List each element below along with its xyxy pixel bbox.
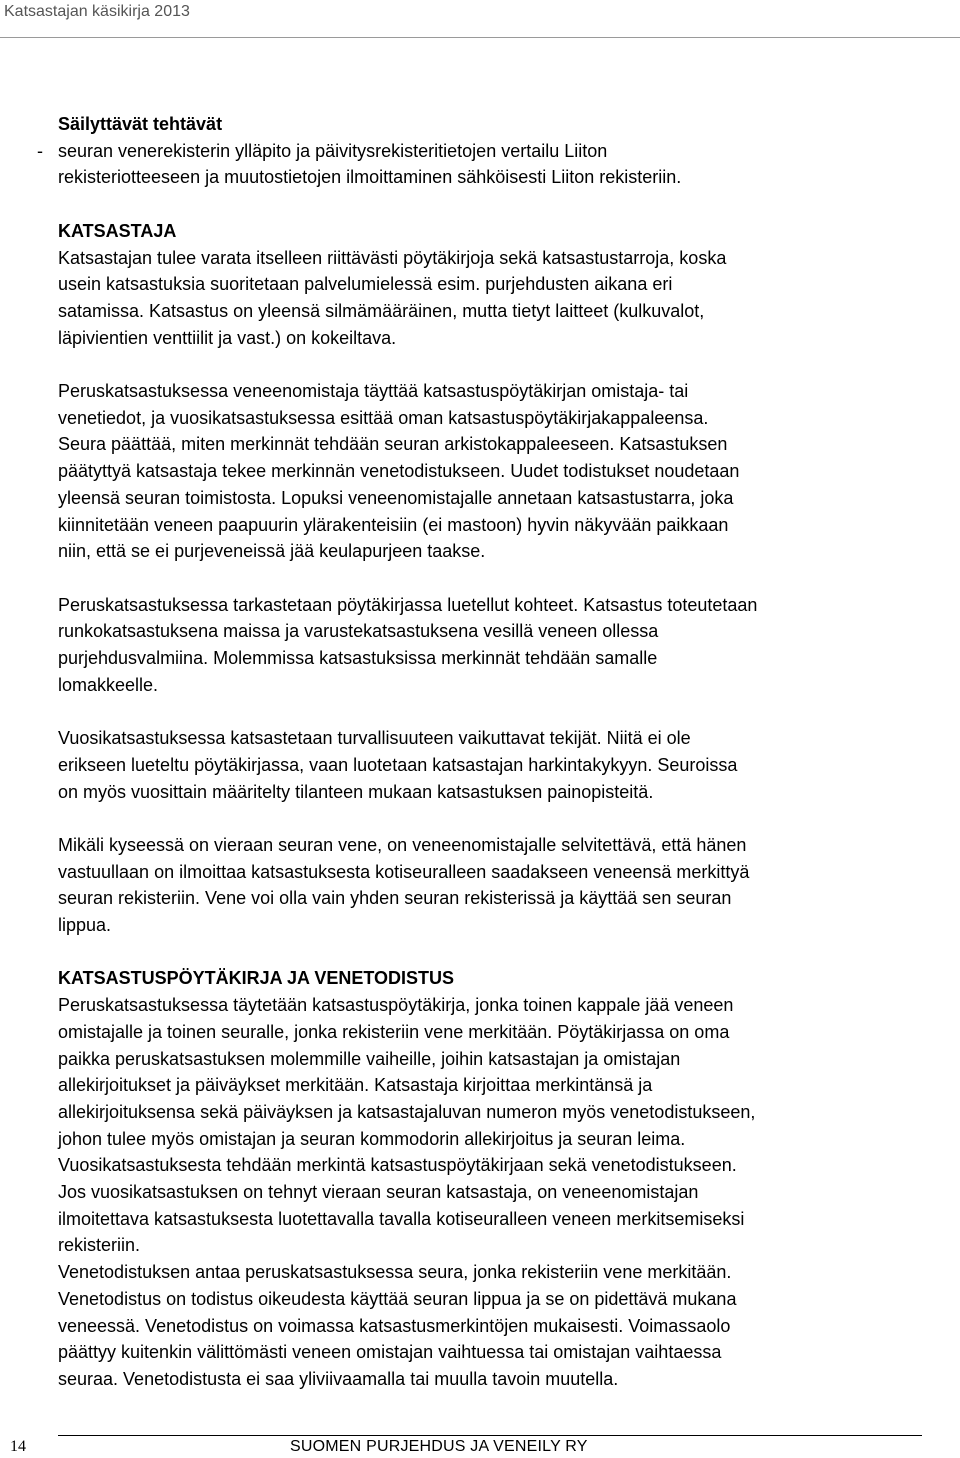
text-line: Jos vuosikatsastuksen on tehnyt vieraan seuran katsastaja, on veneenomistajan [58,1182,699,1203]
paragraph-inspector-2 [58,378,958,565]
page-number: 14 [10,1438,26,1455]
footer-divider [58,1435,922,1436]
paragraph-inspector-1 [58,245,958,352]
text-line: purjehdusvalmiina. Molemmissa katsastuksissa merkinnät tehdään samalle [58,648,658,669]
text-line: vastuullaan on ilmoittaa katsastuksesta kotiseuralleen saadakseen veneensä merkittyä [58,861,750,882]
text-line: veneessä. Venetodistus on voimassa katsastusmerkintöjen mukaisesti. Voimassaolo [58,1315,731,1336]
text-line: yleensä seuran toimistosta. Lopuksi veneenomistajalle annetaan katsastustarra, joka [58,487,734,508]
text-line: allekirjoitukset ja päiväykset merkitään. Katsastaja kirjoittaa merkintänsä ja [58,1075,653,1096]
text-line: allekirjoituksensa sekä päiväyksen ja katsastajaluvan numeron myös venetodistukseen, [58,1101,756,1122]
paragraph-inspector-3 [58,592,958,699]
footer-organization: SUOMEN PURJEHDUS JA VENEILY RY [290,1438,588,1455]
bullet-item [37,138,958,191]
text-line: usein katsastuksia suoritetaan palvelumielessä esim. purjehdusten aikana eri [58,274,673,295]
bullet-line: rekisteriotteeseen ja muutostietojen ilmoittaminen sähköisesti Liiton rekisteriin. [58,167,682,188]
section-heading-protocol: KATSASTUSPÖYTÄKIRJA JA VENETODISTUS [58,968,455,989]
text-line: päätyttyä katsastaja tekee merkinnän venetodistukseen. Uudet todistukset noudetaan [58,461,740,482]
text-line: läpivientien venttiilit ja vast.) on kokeiltava. [58,327,397,348]
text-line: ilmoitettava katsastuksesta luotettavalla tavalla kotiseuralleen veneen merkitsemiseksi [58,1208,745,1229]
page-body [37,111,958,1393]
document-title: Katsastajan käsikirja 2013 [4,3,190,20]
text-line: venetiedot, ja vuosikatsastuksessa esittää oman katsastuspöytäkirjakappaleensa. [58,407,709,428]
text-line: kiinnitetään veneen paapuurin ylärakenteisiin (ei mastoon) hyvin näkyvään paikkaan [58,514,729,535]
bullet-marker: - [37,140,43,161]
text-line: omistajalle ja toinen seuralle, jonka rekisteriin vene merkitään. Pöytäkirjassa on oma [58,1021,730,1042]
text-line: Peruskatsastuksessa tarkastetaan pöytäkirjassa luetellut kohteet. Katsastus toteutetaan [58,594,758,615]
paragraph-inspector-4 [58,725,958,805]
text-line: seuran rekisteriin. Vene voi olla vain yhden seuran rekisterissä ja käyttää sen seuran [58,888,732,909]
text-line: johon tulee myös omistajan ja seuran kommodorin allekirjoitus ja seuran leima. [58,1128,686,1149]
section-heading-inspector: KATSASTAJA [58,220,177,241]
text-line: on myös vuosittain määritelty tilanteen mukaan katsastuksen painopisteitä. [58,781,654,802]
text-line: Katsastajan tulee varata itselleen riittävästi pöytäkirjoja sekä katsastustarroja, koska [58,247,727,268]
text-line: seuraa. Venetodistusta ei saa yliviivaamalla tai muulla tavoin muutella. [58,1368,619,1389]
text-line: Mikäli kyseessä on vieraan seuran vene, on veneenomistajalle selvitettävä, että hänen [58,834,747,855]
text-line: satamissa. Katsastus on yleensä silmämääräinen, mutta tietyt laitteet (kulkuvalot, [58,300,705,321]
text-line: erikseen lueteltu pöytäkirjassa, vaan luotetaan katsastajan harkintakykyyn. Seuroissa [58,754,738,775]
text-line: lomakkeelle. [58,674,159,695]
text-line: runkokatsastuksena maissa ja varustekatsastuksena vesillä veneen ollessa [58,621,659,642]
bullet-line: seuran venerekisterin ylläpito ja päivitysrekisteritietojen vertailu Liiton [58,140,608,161]
text-line: Vuosikatsastuksessa katsastetaan turvallisuuteen vaikuttavat tekijät. Niitä ei ole [58,728,691,749]
text-line: Vuosikatsastuksesta tehdään merkintä katsastuspöytäkirjaan sekä venetodistukseen. [58,1155,737,1176]
paragraph-inspector-5 [58,832,958,939]
text-line: päättyy kuitenkin välittömästi veneen omistajan vaihtuessa tai omistajan vaihtaessa [58,1342,722,1363]
text-line: Peruskatsastuksessa veneenomistaja täyttää katsastuspöytäkirjan omistaja- tai [58,381,689,401]
text-line: Venetodistuksen antaa peruskatsastuksessa seura, jonka rekisteriin vene merkitään. [58,1262,732,1283]
text-line: paikka peruskatsastuksen molemmille vaiheille, joihin katsastajan ja omistajan [58,1048,681,1069]
text-line: Peruskatsastuksessa täytetään katsastuspöytäkirja, jonka toinen kappale jää veneen [58,995,734,1016]
paragraph-protocol [58,992,958,1393]
text-line: Seura päättää, miten merkinnät tehdään seuran arkistokappaleeseen. Katsastuksen [58,434,728,455]
text-line: niin, että se ei purjeveneissä jää keulapurjeen taakse. [58,541,486,562]
text-line: lippua. [58,915,112,936]
section-heading-retained-tasks: Säilyttävät tehtävät [58,114,223,134]
text-line: Venetodistus on todistus oikeudesta käyttää seuran lippua ja se on pidettävä mukana [58,1288,737,1309]
running-header [0,0,960,38]
text-line: rekisteriin. [58,1235,141,1256]
